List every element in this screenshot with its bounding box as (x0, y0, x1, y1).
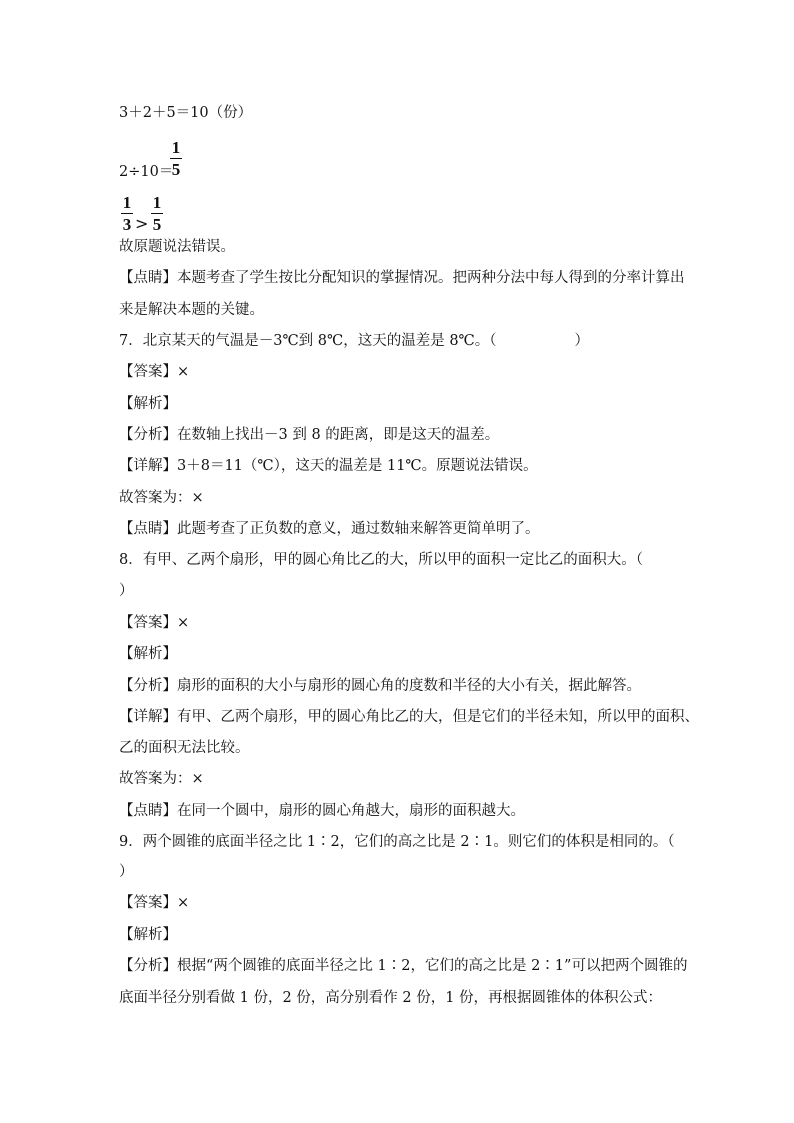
calc-line-sum: 3＋2＋5＝10（份） (119, 105, 253, 121)
question-text: 7．北京某天的气温是－3℃到 8℃，这天的温差是 8℃。（ (119, 333, 497, 349)
answer-line: 【答案】× (119, 364, 190, 380)
dianjing-line: 【点睛】此题考查了正负数的意义，通过数轴来解答更简单明了。 (119, 521, 540, 537)
question-9-text: 9．两个圆锥的底面半径之比 1∶2，它们的高之比是 2∶1。则它们的体积是相同的。（ (119, 834, 675, 850)
analysis-heading: 【解析】 (119, 646, 177, 662)
question-close-paren: ） (574, 333, 590, 349)
fraction-denominator: 5 (152, 215, 162, 234)
dianjing-line: 来是解决本题的关键。 (119, 302, 264, 318)
fenxi-line: 【分析】根据“两个圆锥的底面半径之比 1∶2，它们的高之比是 2∶1”可以把两个圆锥的 (119, 958, 688, 974)
final-answer-line: 故答案为：× (119, 771, 204, 787)
question-7 (119, 331, 589, 351)
greater-than-sign: > (135, 214, 149, 233)
analysis-heading: 【解析】 (119, 396, 177, 412)
dianjing-line: 【点睛】本题考查了学生按比分配知识的掌握情况。把两种分法中每人得到的分率计算出 (119, 270, 685, 286)
dianjing-line: 【点睛】在同一个圆中，扇形的圆心角越大，扇形的面积越大。 (119, 803, 525, 819)
xiangjie-line: 【详解】3＋8＝11（℃），这天的温差是 11℃。原题说法错误。 (119, 458, 538, 474)
final-answer-line: 故答案为：× (119, 490, 204, 506)
fenxi-line: 【分析】扇形的面积的大小与扇形的圆心角的度数和半径的大小有关，据此解答。 (119, 678, 641, 694)
xiangjie-line: 【详解】有甲、乙两个扇形，甲的圆心角比乙的大，但是它们的半径未知，所以甲的面积、 (119, 709, 699, 725)
xiangjie-line: 乙的面积无法比较。 (119, 740, 250, 756)
fenxi-line: 【分析】在数轴上找出－3 到 8 的距离，即是这天的温差。 (119, 427, 500, 443)
analysis-heading: 【解析】 (119, 927, 177, 943)
fraction-numerator: 1 (152, 193, 162, 212)
fraction-denominator: 3 (122, 215, 132, 234)
question-close-paren: ） (119, 864, 134, 880)
question-8-text: 8．有甲、乙两个扇形，甲的圆心角比乙的大，所以甲的面积一定比乙的面积大。（ (119, 552, 643, 568)
fenxi-line: 底面半径分别看做 1 份，2 份，高分别看作 2 份，1 份，再根据圆锥体的体积公式： (119, 990, 663, 1006)
answer-line: 【答案】× (119, 895, 190, 911)
question-close-paren: ） (119, 583, 134, 599)
fraction-denominator: 5 (171, 160, 181, 179)
fraction-numerator: 1 (122, 193, 132, 212)
conclusion-line: 故原题说法错误。 (119, 239, 235, 255)
calc-line-division: 2÷10＝ (119, 164, 174, 180)
answer-line: 【答案】× (119, 615, 190, 631)
fraction-numerator: 1 (171, 138, 181, 157)
